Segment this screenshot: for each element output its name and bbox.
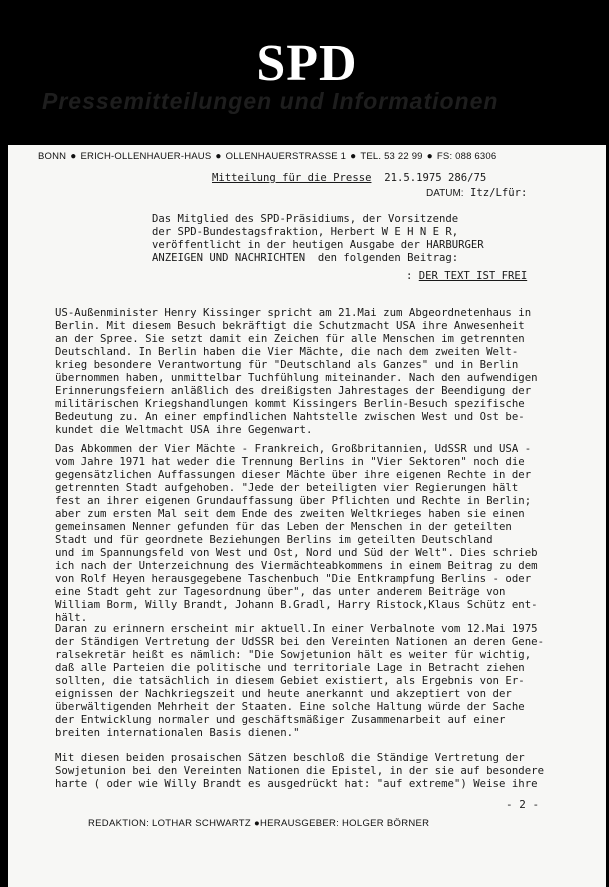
- paragraph-line: militärischen Kriegshandlungen kommt Kissingers Berlin-Besuch spezifische: [55, 397, 525, 410]
- paragraph-line: Mit diesen beiden prosaischen Sätzen beschloß die Ständige Vertretung der: [55, 751, 525, 764]
- paragraph-line: Erinnerungsfeiern anläßlich des dreißigsten Jahrestages der Beendigung der: [55, 384, 532, 397]
- footer-herausgeber: HERAUSGEBER: HOLGER BÖRNER: [259, 818, 430, 829]
- datum-label: DATUM:: [426, 188, 464, 199]
- intro-line: der SPD-Bundestagsfraktion, Herbert W E H N E R,: [152, 226, 459, 238]
- paragraph-line: breiten internationalen Basis dienen.": [55, 726, 300, 739]
- paragraph-line: sollten, die tatsächlich in diesem Gebiet existiert, als Ergebnis von Er-: [55, 674, 525, 687]
- page-number: - 2 -: [506, 798, 540, 811]
- intro-line: veröffentlicht in der heutigen Ausgabe der HARBURGER: [152, 239, 484, 251]
- paragraph-line: Deutschland. In Berlin haben die Vier Mächte, die nach dem zweiten Welt-: [55, 345, 519, 358]
- paragraph-line: gemeinsamen Nenner gefunden für das Leben der Menschen in der geteilten: [55, 520, 512, 533]
- footer-redaktion: REDAKTION: LOTHAR SCHWARTZ: [88, 818, 251, 829]
- paragraph-line: kundet die Weltmacht USA ihre Gegenwart.: [55, 423, 313, 436]
- address-building: ERICH-OLLENHAUER-HAUS: [80, 151, 212, 162]
- datum-row: [426, 187, 527, 200]
- address-street: OLLENHAUERSTRASSE 1: [225, 151, 347, 162]
- paragraph-line: krieg besondere Verantwortung für "Deutschland als Ganzes" und in Berlin: [55, 358, 519, 371]
- paragraph-line: der Ständigen Vertretung der UdSSR bei den Vereinten Nationen an deren Gene-: [55, 635, 545, 648]
- paragraph-line: Bedeutung zu. An einer empfindlichen Nahtstelle zwischen West und Ost be-: [55, 410, 525, 423]
- paragraph-line: gegensätzlichen Auffassungen dieser Mächte über ihre eigenen Rechte in der: [55, 468, 532, 481]
- paragraph-line: US-Außenminister Henry Kissinger spricht am 21.Mai zum Abgeordnetenhaus in: [55, 306, 532, 319]
- bullet-icon: ●: [215, 151, 222, 162]
- press-release-page: [8, 0, 606, 887]
- bullet-icon: ●: [253, 818, 260, 829]
- paragraph-line: der Entwicklung normaler und geschäftsmäßiger Zusammenarbeit auf einer: [55, 713, 506, 726]
- paragraph-line: Stadt und für geordnete Beziehungen Berlins im geteilten Deutschland: [55, 533, 493, 546]
- paragraph-line: Sowjetunion bei den Vereinten Nationen die Epistel, in der sie auf besondere: [55, 764, 545, 777]
- paragraph-line: an der Spree. Sie setzt damit ein Zeichen für alle Menschen im getrennten: [55, 332, 525, 345]
- paragraph-line: hält.: [55, 611, 88, 624]
- address-fax: FS: 088 6306: [436, 151, 497, 162]
- paragraph-line: ralsekretär heißt es nämlich: "Die Sowjetunion hält es weiter für wichtig,: [55, 648, 532, 661]
- initials: Itz/Lfür:: [469, 187, 528, 199]
- paragraph-line: William Borm, Willy Brandt, Johann B.Gradl, Harry Ristock,Klaus Schütz ent-: [55, 598, 538, 611]
- masthead-subtitle: Pressemitteilungen und Informationen: [42, 88, 499, 114]
- intro-line: Das Mitglied des SPD-Präsidiums, der Vorsitzende: [152, 213, 459, 225]
- bullet-icon: ●: [70, 151, 77, 162]
- paragraph-line: ich nach der Unterzeichnung des Viermächteabkommens in einem Beitrag zu dem: [55, 559, 538, 572]
- paragraph-line: getrennten Stadt aufgehoben. "Jede der beteiligten vier Regierungen hält: [55, 481, 519, 494]
- masthead: [8, 0, 606, 145]
- mitteilung-label: Mitteilung für die Presse: [212, 172, 372, 184]
- paragraph-line: eignissen der Nachkriegszeit und heute anerkannt und akzeptiert von der: [55, 687, 512, 700]
- paragraph-line: harte ( oder wie Willy Brandt es ausgedrückt hat: "auf extreme") Weise ihre: [55, 777, 538, 790]
- release-date: 21.5.1975: [384, 172, 442, 184]
- intro-line: ANZEIGEN UND NACHRICHTEN den folgenden Beitrag:: [152, 252, 459, 264]
- release-note: : DER TEXT IST FREI: [406, 270, 528, 282]
- release-header: [212, 172, 486, 185]
- paragraph-line: Das Abkommen der Vier Mächte - Frankreich, Großbritannien, UdSSR und USA -: [55, 442, 532, 455]
- paragraph-line: eine Stadt geht zur Tagesordnung über", das unter anderem Beiträge von: [55, 585, 506, 598]
- release-number: 286/75: [448, 172, 487, 184]
- bullet-icon: ●: [350, 151, 357, 162]
- paragraph-line: übernommen haben, unmittelbar Tuchfühlung miteinander. Nach den aufwendigen: [55, 371, 538, 384]
- paragraph-line: und im Spannungsfeld von West und Ost, Nord und Süd der Welt". Dies schrieb: [55, 546, 538, 559]
- paragraph-line: Berlin. Mit diesem Besuch bekräftigt die Schutzmacht USA ihre Anwesenheit: [55, 319, 525, 332]
- address-tel: TEL. 53 22 99: [360, 151, 423, 162]
- spd-logo: SPD: [256, 35, 358, 92]
- address-line: [38, 151, 496, 162]
- address-city: BONN: [38, 151, 67, 162]
- paragraph-line: fest an ihrer eigenen Grundauffassung über Pflichten und Rechte in Berlin;: [55, 494, 532, 507]
- paragraph-line: Daran zu erinnern erscheint mir aktuell.In einer Verbalnote vom 12.Mai 1975: [55, 622, 538, 635]
- paragraph-line: vom Jahre 1971 hat weder die Trennung Berlins in "Vier Sektoren" noch die: [55, 455, 525, 468]
- paragraph-line: daß alle Parteien die politische und territoriale Lage in Betracht ziehen: [55, 661, 525, 674]
- footer: [88, 818, 429, 829]
- paragraph-line: aber zum ersten Mal seit dem Ende des zweiten Weltkrieges haben sie einen: [55, 507, 525, 520]
- bullet-icon: ●: [426, 151, 433, 162]
- paragraph-line: von Rolf Heyen herausgegebene Taschenbuch "Die Entkrampfung Berlins - oder: [55, 572, 532, 585]
- paragraph-line: überwältigenden Mehrheit der Staaten. Eine solche Haltung würde der Sache: [55, 700, 525, 713]
